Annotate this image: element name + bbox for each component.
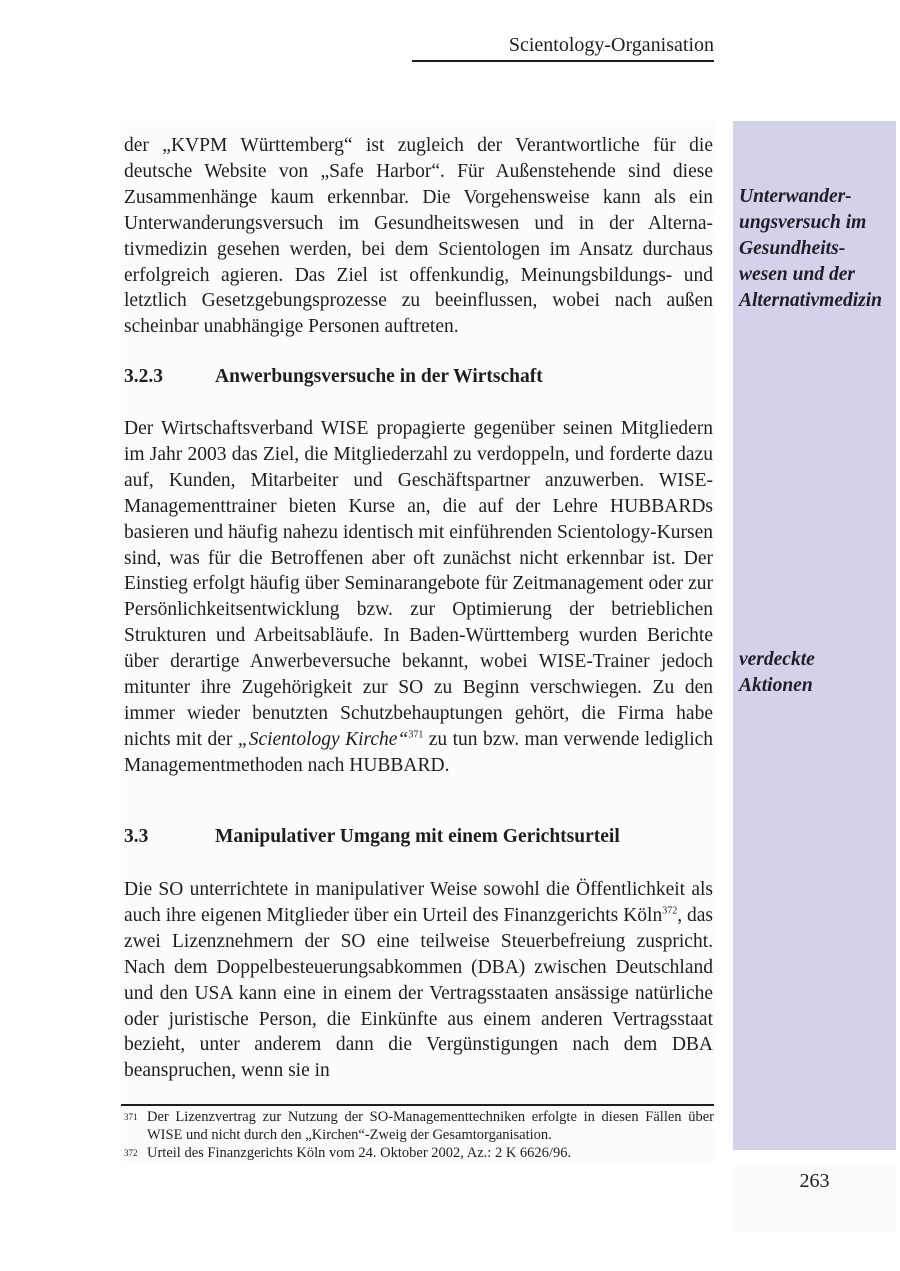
section-heading-3-3	[124, 824, 620, 850]
margin-note-line: Unterwander-	[739, 186, 852, 207]
heading-number: 3.3	[124, 826, 149, 847]
page-number: 263	[799, 1170, 830, 1192]
italic-quote: „Scientology Kirche“	[237, 728, 409, 750]
footnote-ref-371[interactable]: 371	[408, 729, 424, 741]
footnotes	[121, 1108, 714, 1166]
margin-note-line: verdeckte	[739, 649, 815, 670]
margin-note-unterwanderung	[739, 184, 882, 314]
paragraph-tail: , das zwei Lizenznehmern der SO eine teilweise Steuerbefreiung zuspricht. Nach dem Doppelbesteuerungsabkommen (DBA) zwischen Deutschland und den USA kann eine in einem der Vertragsstaaten ansässige natürliche oder juristische Person, die Einkünfte aus einem anderen Vertragsstaat bezieht, unter anderem dann die Vergünstigungen nach dem DBA beanspruchen, wenn sie in	[124, 904, 714, 1082]
footnote-372	[121, 1144, 714, 1162]
heading-title: Anwerbungsversuche in der Wirtschaft	[215, 366, 543, 387]
section-heading-3-2-3	[124, 364, 543, 390]
footnote-rule	[121, 1104, 714, 1106]
footnote-text: Urteil des Finanzgerichts Köln vom 24. Oktober 2002, Az.: 2 K 6626/96.	[147, 1145, 572, 1161]
heading-number: 3.2.3	[124, 366, 163, 387]
margin-note-verdeckte-aktionen	[739, 647, 815, 699]
footnote-number: 371	[124, 1112, 138, 1122]
margin-note-line: Gesundheits-	[739, 238, 846, 259]
main-text-area	[121, 121, 714, 1166]
footnote-number: 372	[124, 1148, 138, 1158]
paragraph-text: der „KVPM Württemberg“ ist zugleich der Verantwortliche für die deutsche Website von „Safe Harbor“. Für Außenstehende sind diese Zusammenhänge kaum erkennbar. Die Vorgehensweise kann als ein Unterwanderungsversuch im Gesundheitswesen und in der Alternativmedizin gesehen werden, bei dem Scientologen im Ansatz durchaus erfolgreich agieren. Das Ziel ist offenkundig, Meinungsbildungs- und letztlich Gesetzgebungsprozesse zu beeinflussen, wobei nach außen scheinbar unabhängige Personen auftreten.	[124, 135, 713, 338]
margin-note-line: ungsversuch im	[739, 212, 867, 233]
page-number-box	[733, 1166, 896, 1232]
footnote-text: Der Lizenzvertrag zur Nutzung der SO-Managementtechniken erfolgte in diesen Fällen über WISE und nicht durch den „Kirchen“-Zweig der Gesamtorganisation.	[147, 1109, 714, 1143]
paragraph-text	[124, 416, 713, 779]
paragraph-tail: zu tun bzw. man verwende lediglich Managementmethoden nach HUBBARD.	[124, 728, 714, 776]
running-head: Scientology-Organisation	[412, 32, 714, 62]
paragraph-wise	[124, 416, 713, 779]
paragraph-intro	[124, 133, 713, 340]
paragraph-body: Der Wirtschaftsverband WISE propagierte gegenüber seinen Mitgliedern im Jahr 2003 das Ziel, die Mitgliederzahl zu verdoppeln, und forderte dazu auf, Kunden, Mitarbeiter und Geschäftspartner anzuwerben. WISE-Managementtrainer bieten Kurse an, die auf der Lehre HUBBARDs basieren und häufig nahezu identisch mit einführenden Scientology-Kursen sind, was für die Betroffenen aber oft zunächst nicht erkennbar ist. Der Einstieg erfolgt häufig über Seminarangebote für Zeitmanagement oder zur Persönlichkeitsentwicklung bzw. zur Optimierung der betrieblichen Strukturen und Arbeitsabläufe. In Baden-Württemberg wurden Berichte über derartige Anwerbeversuche bekannt, wobei WISE-Trainer jedoch mitunter ihre Zugehörigkeit zur SO zu Beginn verschwiegen. Zu den immer wieder benutzten Schutzbehauptungen gehört, die Firma habe nichts mit der	[124, 418, 713, 750]
margin-column	[733, 121, 896, 1150]
paragraph-body: Die SO unterrichtete in manipulativer Weise sowohl die Öffentlichkeit als auch ihre eigenen Mitglieder über ein Urteil des Finanzgerichts Köln	[124, 879, 713, 926]
margin-note-line: wesen und der	[739, 264, 855, 285]
footnote-ref-372[interactable]: 372	[662, 905, 678, 917]
footnote-371	[121, 1108, 714, 1144]
paragraph-text	[124, 877, 713, 1084]
heading-title: Manipulativer Umgang mit einem Gerichtsurteil	[215, 826, 620, 847]
margin-note-line: Alternativmedizin	[739, 290, 883, 311]
paragraph-court	[124, 877, 713, 1084]
margin-note-line: Aktionen	[739, 675, 813, 696]
